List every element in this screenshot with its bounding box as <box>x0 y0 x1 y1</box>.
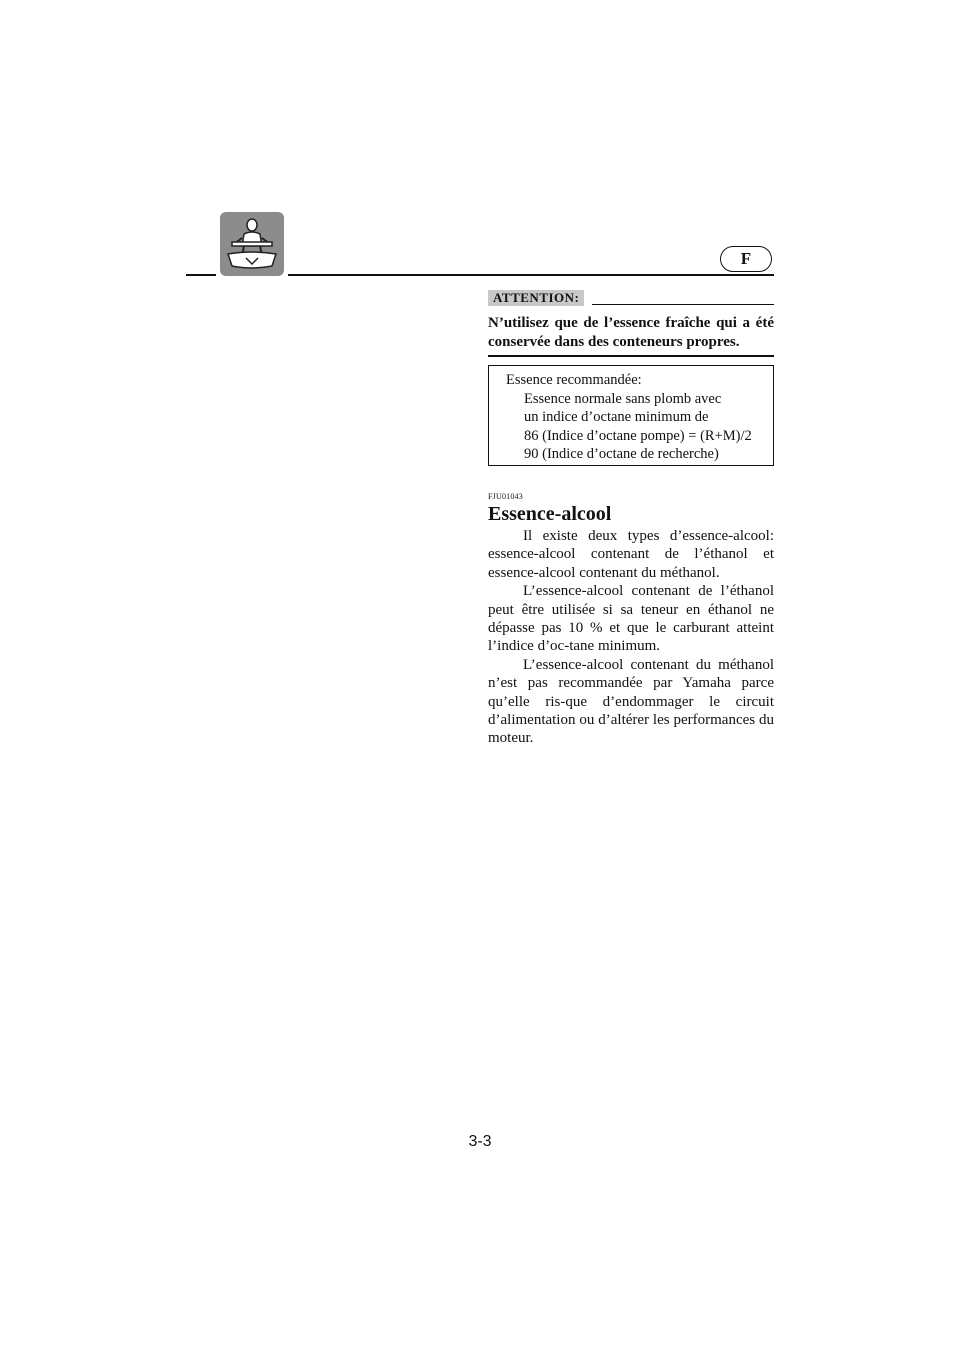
body-paragraph: Il existe deux types d’essence-alcool: essence-alcool contenant de l’éthanol et essence-alcool contenant du méthanol. <box>488 528 774 581</box>
header-rule-left <box>186 274 216 276</box>
fuel-spec-line: un indice d’octane minimum de <box>524 409 709 425</box>
section-code: FJU01043 <box>488 492 523 501</box>
section-title: Essence-alcool <box>488 503 612 525</box>
body-paragraph: L’essence-alcool contenant de l’éthanol peut être utilisée si sa teneur en éthanol ne dépasse pas 10 % et que le carburant atteint l’indice d’oc-tane minimum. <box>488 583 774 655</box>
page-number: 3-3 <box>468 1133 492 1150</box>
body-paragraph: L’essence-alcool contenant du méthanol n’est pas recommandée par Yamaha parce qu’elle ris-que d’endommager le circuit d’alimentation ou d’altérer les performances du moteur. <box>488 656 774 747</box>
fuel-spec-title: Essence recommandée: <box>506 372 642 388</box>
section-body <box>488 527 774 748</box>
attention-bottom-rule <box>488 355 774 357</box>
jet-ski-rider-icon-graphic <box>220 212 284 276</box>
attention-header <box>488 290 774 306</box>
header-rule-right <box>288 274 774 276</box>
attention-notice <box>488 290 774 357</box>
language-badge: F <box>720 246 772 272</box>
fuel-spec-line: 86 (Indice d’octane pompe) = (R+M)/2 <box>524 427 752 444</box>
attention-header-rule <box>592 304 774 306</box>
attention-label: ATTENTION: <box>488 290 584 306</box>
attention-text: N’utilisez que de l’essence fraîche qui a été conservée dans des conteneurs propres. <box>488 315 774 350</box>
fuel-spec-line: 90 (Indice d’octane de recherche) <box>524 446 719 462</box>
fuel-spec-box <box>488 365 774 466</box>
fuel-spec-line: Essence normale sans plomb avec <box>524 390 722 407</box>
jet-ski-rider-icon <box>220 212 284 276</box>
